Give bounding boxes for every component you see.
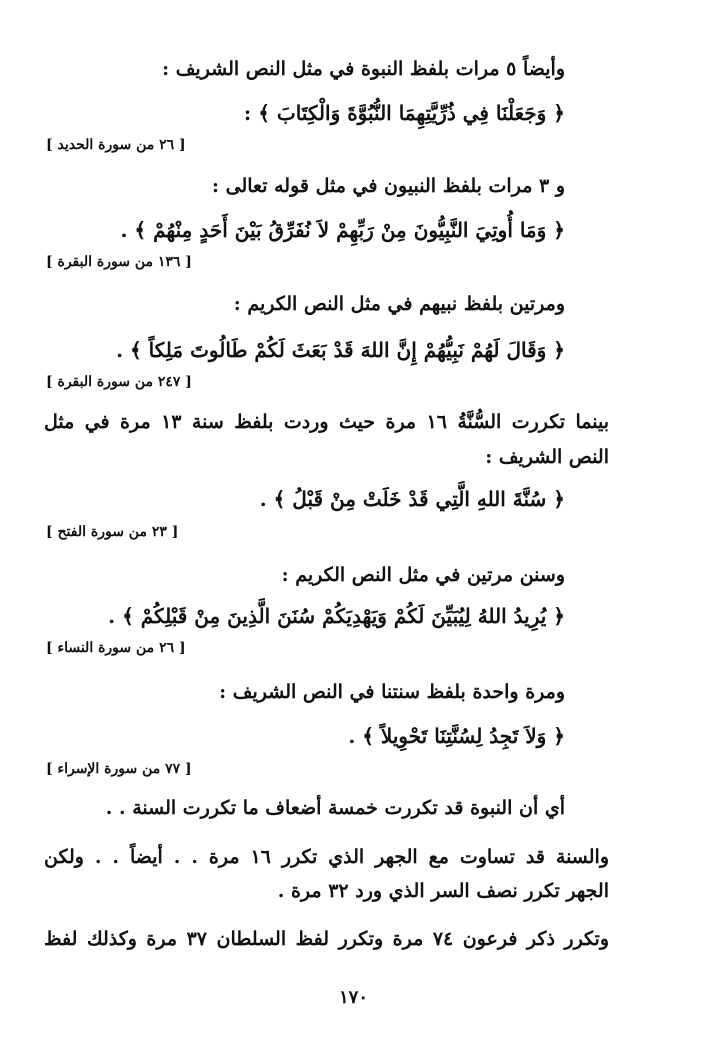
text-line-6: وسنن مرتين في مثل النص الكريم :	[281, 564, 565, 586]
verse-reference-4: [ ٢٣ من سورة الفتح ]	[46, 524, 179, 540]
quran-verse-5: ﴿ يُرِيدُ اللهُ لِيُبَيِّنَ لَكُمْ وَيَهْدِيَكُمْ سُنَنَ الَّذِينَ مِنْ قَبْلِكُمْ ﴾ .	[108, 604, 565, 628]
quran-verse-6: ﴿ وَلاَ تَجِدُ لِسُنَّتِنَا تَحْوِيلاً ﴾ .	[348, 724, 565, 748]
text-line-4: بينما تكررت السُّنَّةُ ١٦ مرة حيث وردت بلفظ سنة ١٣ مرة في مثل	[44, 411, 609, 433]
verse-reference-2: [ ١٣٦ من سورة البقرة ]	[46, 254, 192, 270]
text-line-7: ومرة واحدة بلفظ سنتنا في النص الشريف :	[219, 681, 565, 703]
quran-verse-1: ﴿ وَجَعَلْنَا فِي ذُرِّيَّتِهِمَا النُّبُوَّةَ وَالْكِتَابَ ﴾ :	[243, 101, 565, 125]
text-line-1: وأيضاً ٥ مرات بلفظ النبوة في مثل النص الشريف :	[162, 58, 565, 80]
verse-reference-1: [ ٢٦ من سورة الحديد ]	[46, 137, 186, 153]
text-line-8: أي أن النبوة قد تكررت خمسة أضعاف ما تكررت السنة . .	[105, 797, 565, 819]
verse-reference-3: [ ٢٤٧ من سورة البقرة ]	[46, 374, 192, 390]
quran-verse-3: ﴿ وَقَالَ لَهُمْ نَبِيُّهُمْ إِنَّ اللهَ قَدْ بَعَثَ لَكُمْ طَالُوتَ مَلِكاً ﴾ .	[116, 338, 565, 362]
quran-verse-2: ﴿ وَمَا أُوتِيَ النَّبِيُّونَ مِنْ رَبِّهِمْ لاَ نُفَرِّقُ بَيْنَ أَحَدٍ مِنْهُمْ ﴾ .	[120, 218, 565, 242]
verse-reference-6: [ ٧٧ من سورة الإسراء ]	[46, 761, 192, 777]
text-line-2: و ٣ مرات بلفظ النبيون في مثل قوله تعالى :	[212, 175, 565, 197]
text-line-5: النص الشريف :	[485, 446, 609, 468]
text-line-10: الجهر تكرر نصف السر الذي ورد ٣٢ مرة .	[277, 880, 609, 902]
page-number: ١٧٠	[338, 987, 368, 1008]
text-line-9: والسنة قد تساوت مع الجهر الذي تكرر ١٦ مرة . . أيضاً . . ولكن	[44, 846, 609, 868]
text-line-11: وتكرر ذكر فرعون ٧٤ مرة وتكرر لفظ السلطان ٣٧ مرة وكذلك لفظ	[44, 928, 610, 950]
verse-reference-5: [ ٢٦ من سورة النساء ]	[46, 640, 186, 656]
quran-verse-4: ﴿ سُنَّةَ اللهِ الَّتِي قَدْ خَلَتْ مِنْ قَبْلُ ﴾ .	[259, 487, 565, 511]
text-line-3: ومرتين بلفظ نبيهم في مثل النص الكريم :	[233, 293, 565, 315]
